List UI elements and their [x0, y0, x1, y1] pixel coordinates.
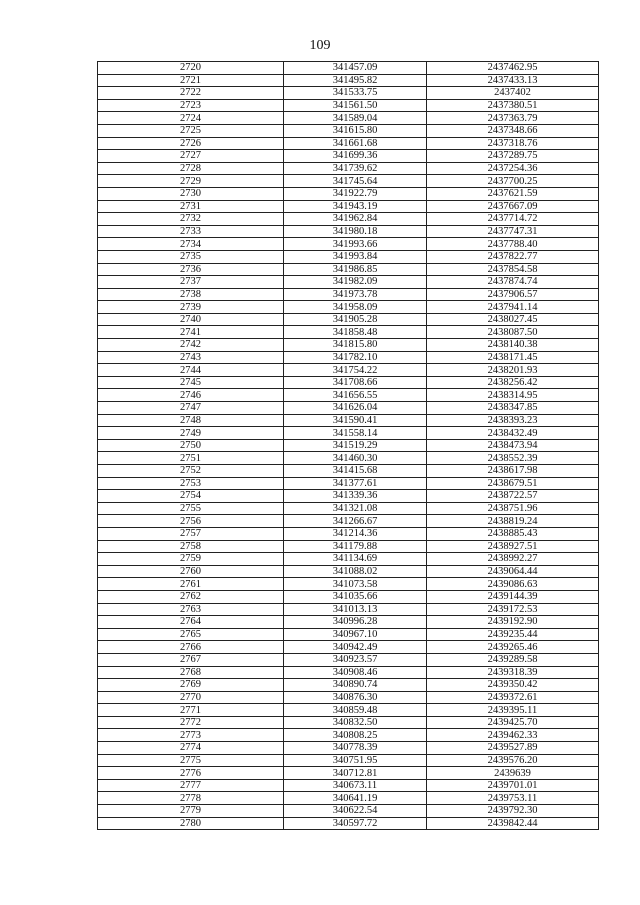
point-number-cell: 2753 [98, 477, 284, 490]
point-number-cell: 2741 [98, 326, 284, 339]
point-number-cell: 2756 [98, 515, 284, 528]
y-coordinate-cell: 2437621.59 [427, 187, 599, 200]
point-number-cell: 2723 [98, 99, 284, 112]
y-coordinate-cell: 2439527.89 [427, 742, 599, 755]
x-coordinate-cell: 341589.04 [284, 112, 427, 125]
x-coordinate-cell: 341982.09 [284, 276, 427, 289]
x-coordinate-cell: 340859.48 [284, 704, 427, 717]
x-coordinate-cell: 341708.66 [284, 376, 427, 389]
point-number-cell: 2732 [98, 213, 284, 226]
y-coordinate-cell: 2438473.94 [427, 439, 599, 452]
x-coordinate-cell: 341495.82 [284, 74, 427, 87]
y-coordinate-cell: 2437363.79 [427, 112, 599, 125]
table-row [98, 704, 599, 717]
table-row [98, 389, 599, 402]
table-row [98, 62, 599, 75]
x-coordinate-cell: 340597.72 [284, 817, 427, 830]
point-number-cell: 2724 [98, 112, 284, 125]
x-coordinate-cell: 341013.13 [284, 603, 427, 616]
point-number-cell: 2758 [98, 540, 284, 553]
x-coordinate-cell: 340996.28 [284, 616, 427, 629]
point-number-cell: 2757 [98, 527, 284, 540]
point-number-cell: 2752 [98, 465, 284, 478]
y-coordinate-cell: 2438885.43 [427, 527, 599, 540]
y-coordinate-cell: 2437462.95 [427, 62, 599, 75]
y-coordinate-cell: 2438992.27 [427, 553, 599, 566]
y-coordinate-cell: 2437854.58 [427, 263, 599, 276]
x-coordinate-cell: 341415.68 [284, 465, 427, 478]
table-row [98, 754, 599, 767]
table-row [98, 679, 599, 692]
point-number-cell: 2742 [98, 339, 284, 352]
coordinates-table [97, 61, 599, 830]
point-number-cell: 2776 [98, 767, 284, 780]
y-coordinate-cell: 2437822.77 [427, 250, 599, 263]
point-number-cell: 2744 [98, 364, 284, 377]
x-coordinate-cell: 340712.81 [284, 767, 427, 780]
x-coordinate-cell: 341266.67 [284, 515, 427, 528]
point-number-cell: 2746 [98, 389, 284, 402]
table-row [98, 326, 599, 339]
x-coordinate-cell: 341134.69 [284, 553, 427, 566]
y-coordinate-cell: 2437289.75 [427, 150, 599, 163]
table-row [98, 490, 599, 503]
y-coordinate-cell: 2437941.14 [427, 301, 599, 314]
x-coordinate-cell: 341661.68 [284, 137, 427, 150]
x-coordinate-cell: 341214.36 [284, 527, 427, 540]
table-row [98, 137, 599, 150]
point-number-cell: 2748 [98, 414, 284, 427]
x-coordinate-cell: 341986.85 [284, 263, 427, 276]
point-number-cell: 2743 [98, 351, 284, 364]
table-row [98, 402, 599, 415]
x-coordinate-cell: 341745.64 [284, 175, 427, 188]
point-number-cell: 2731 [98, 200, 284, 213]
y-coordinate-cell: 2439235.44 [427, 628, 599, 641]
table-row [98, 74, 599, 87]
x-coordinate-cell: 341179.88 [284, 540, 427, 553]
y-coordinate-cell: 2437667.09 [427, 200, 599, 213]
point-number-cell: 2745 [98, 376, 284, 389]
table-row [98, 616, 599, 629]
y-coordinate-cell: 2437348.66 [427, 124, 599, 137]
table-row [98, 515, 599, 528]
point-number-cell: 2736 [98, 263, 284, 276]
y-coordinate-cell: 2438140.38 [427, 339, 599, 352]
point-number-cell: 2777 [98, 779, 284, 792]
x-coordinate-cell: 341073.58 [284, 578, 427, 591]
page-number: 109 [309, 38, 331, 53]
point-number-cell: 2733 [98, 225, 284, 238]
x-coordinate-cell: 341858.48 [284, 326, 427, 339]
x-coordinate-cell: 341321.08 [284, 502, 427, 515]
point-number-cell: 2775 [98, 754, 284, 767]
table-row [98, 729, 599, 742]
y-coordinate-cell: 2437254.36 [427, 162, 599, 175]
y-coordinate-cell: 2439753.11 [427, 792, 599, 805]
y-coordinate-cell: 2439265.46 [427, 641, 599, 654]
point-number-cell: 2759 [98, 553, 284, 566]
point-number-cell: 2762 [98, 590, 284, 603]
y-coordinate-cell: 2439842.44 [427, 817, 599, 830]
point-number-cell: 2768 [98, 666, 284, 679]
y-coordinate-cell: 2438722.57 [427, 490, 599, 503]
y-coordinate-cell: 2439318.39 [427, 666, 599, 679]
x-coordinate-cell: 340890.74 [284, 679, 427, 692]
y-coordinate-cell: 2439192.90 [427, 616, 599, 629]
point-number-cell: 2735 [98, 250, 284, 263]
point-number-cell: 2750 [98, 439, 284, 452]
x-coordinate-cell: 341377.61 [284, 477, 427, 490]
y-coordinate-cell: 2437714.72 [427, 213, 599, 226]
x-coordinate-cell: 341656.55 [284, 389, 427, 402]
y-coordinate-cell: 2438432.49 [427, 427, 599, 440]
point-number-cell: 2772 [98, 716, 284, 729]
x-coordinate-cell: 341782.10 [284, 351, 427, 364]
y-coordinate-cell: 2438314.95 [427, 389, 599, 402]
y-coordinate-cell: 2438347.85 [427, 402, 599, 415]
point-number-cell: 2726 [98, 137, 284, 150]
y-coordinate-cell: 2437700.25 [427, 175, 599, 188]
y-coordinate-cell: 2439144.39 [427, 590, 599, 603]
y-coordinate-cell: 2439792.30 [427, 805, 599, 818]
table-row [98, 439, 599, 452]
table-row [98, 767, 599, 780]
x-coordinate-cell: 341962.84 [284, 213, 427, 226]
table-row [98, 527, 599, 540]
y-coordinate-cell: 2439064.44 [427, 565, 599, 578]
point-number-cell: 2740 [98, 313, 284, 326]
table-row [98, 187, 599, 200]
x-coordinate-cell: 341739.62 [284, 162, 427, 175]
y-coordinate-cell: 2438751.96 [427, 502, 599, 515]
table-row [98, 250, 599, 263]
point-number-cell: 2755 [98, 502, 284, 515]
y-coordinate-cell: 2439350.42 [427, 679, 599, 692]
table-row [98, 805, 599, 818]
y-coordinate-cell: 2438617.98 [427, 465, 599, 478]
x-coordinate-cell: 341980.18 [284, 225, 427, 238]
table-row [98, 175, 599, 188]
x-coordinate-cell: 341519.29 [284, 439, 427, 452]
table-row [98, 578, 599, 591]
point-number-cell: 2778 [98, 792, 284, 805]
x-coordinate-cell: 340641.19 [284, 792, 427, 805]
y-coordinate-cell: 2437318.76 [427, 137, 599, 150]
table-row [98, 553, 599, 566]
table-row [98, 263, 599, 276]
coordinates-table-body [98, 62, 599, 830]
y-coordinate-cell: 2439289.58 [427, 653, 599, 666]
y-coordinate-cell: 2438256.42 [427, 376, 599, 389]
table-row [98, 150, 599, 163]
table-row [98, 213, 599, 226]
y-coordinate-cell: 2439372.61 [427, 691, 599, 704]
x-coordinate-cell: 341905.28 [284, 313, 427, 326]
table-row [98, 351, 599, 364]
point-number-cell: 2764 [98, 616, 284, 629]
table-row [98, 364, 599, 377]
table-row [98, 225, 599, 238]
x-coordinate-cell: 340622.54 [284, 805, 427, 818]
point-number-cell: 2765 [98, 628, 284, 641]
table-row [98, 779, 599, 792]
point-number-cell: 2722 [98, 87, 284, 100]
point-number-cell: 2754 [98, 490, 284, 503]
x-coordinate-cell: 340908.46 [284, 666, 427, 679]
y-coordinate-cell: 2437402 [427, 87, 599, 100]
y-coordinate-cell: 2438552.39 [427, 452, 599, 465]
point-number-cell: 2766 [98, 641, 284, 654]
table-row [98, 112, 599, 125]
y-coordinate-cell: 2439425.70 [427, 716, 599, 729]
y-coordinate-cell: 2438393.23 [427, 414, 599, 427]
point-number-cell: 2779 [98, 805, 284, 818]
y-coordinate-cell: 2439701.01 [427, 779, 599, 792]
table-row [98, 653, 599, 666]
y-coordinate-cell: 2438679.51 [427, 477, 599, 490]
x-coordinate-cell: 340923.57 [284, 653, 427, 666]
x-coordinate-cell: 341590.41 [284, 414, 427, 427]
table-row [98, 590, 599, 603]
table-row [98, 666, 599, 679]
table-row [98, 301, 599, 314]
x-coordinate-cell: 341561.50 [284, 99, 427, 112]
y-coordinate-cell: 2438927.51 [427, 540, 599, 553]
point-number-cell: 2763 [98, 603, 284, 616]
point-number-cell: 2771 [98, 704, 284, 717]
table-row [98, 716, 599, 729]
x-coordinate-cell: 341457.09 [284, 62, 427, 75]
point-number-cell: 2727 [98, 150, 284, 163]
table-row [98, 465, 599, 478]
table-row [98, 339, 599, 352]
table-row [98, 99, 599, 112]
point-number-cell: 2769 [98, 679, 284, 692]
y-coordinate-cell: 2439172.53 [427, 603, 599, 616]
point-number-cell: 2773 [98, 729, 284, 742]
x-coordinate-cell: 341533.75 [284, 87, 427, 100]
point-number-cell: 2761 [98, 578, 284, 591]
table-row [98, 87, 599, 100]
point-number-cell: 2760 [98, 565, 284, 578]
table-row [98, 162, 599, 175]
y-coordinate-cell: 2437433.13 [427, 74, 599, 87]
point-number-cell: 2728 [98, 162, 284, 175]
x-coordinate-cell: 341973.78 [284, 288, 427, 301]
table-row [98, 742, 599, 755]
y-coordinate-cell: 2438087.50 [427, 326, 599, 339]
x-coordinate-cell: 340967.10 [284, 628, 427, 641]
x-coordinate-cell: 341615.80 [284, 124, 427, 137]
point-number-cell: 2721 [98, 74, 284, 87]
table-row [98, 313, 599, 326]
table-row [98, 452, 599, 465]
table-row [98, 603, 599, 616]
point-number-cell: 2738 [98, 288, 284, 301]
y-coordinate-cell: 2439462.33 [427, 729, 599, 742]
point-number-cell: 2729 [98, 175, 284, 188]
x-coordinate-cell: 341754.22 [284, 364, 427, 377]
x-coordinate-cell: 341035.66 [284, 590, 427, 603]
x-coordinate-cell: 340808.25 [284, 729, 427, 742]
point-number-cell: 2730 [98, 187, 284, 200]
point-number-cell: 2751 [98, 452, 284, 465]
y-coordinate-cell: 2439086.63 [427, 578, 599, 591]
x-coordinate-cell: 340778.39 [284, 742, 427, 755]
x-coordinate-cell: 341943.19 [284, 200, 427, 213]
y-coordinate-cell: 2439639 [427, 767, 599, 780]
y-coordinate-cell: 2439395.11 [427, 704, 599, 717]
x-coordinate-cell: 341993.66 [284, 238, 427, 251]
y-coordinate-cell: 2437874.74 [427, 276, 599, 289]
point-number-cell: 2734 [98, 238, 284, 251]
x-coordinate-cell: 340751.95 [284, 754, 427, 767]
x-coordinate-cell: 340832.50 [284, 716, 427, 729]
y-coordinate-cell: 2437380.51 [427, 99, 599, 112]
point-number-cell: 2747 [98, 402, 284, 415]
y-coordinate-cell: 2438819.24 [427, 515, 599, 528]
x-coordinate-cell: 341460.30 [284, 452, 427, 465]
x-coordinate-cell: 341339.36 [284, 490, 427, 503]
x-coordinate-cell: 341815.80 [284, 339, 427, 352]
y-coordinate-cell: 2438027.45 [427, 313, 599, 326]
y-coordinate-cell: 2437788.40 [427, 238, 599, 251]
x-coordinate-cell: 341993.84 [284, 250, 427, 263]
table-row [98, 792, 599, 805]
table-row [98, 124, 599, 137]
table-row [98, 691, 599, 704]
y-coordinate-cell: 2439576.20 [427, 754, 599, 767]
point-number-cell: 2774 [98, 742, 284, 755]
table-row [98, 427, 599, 440]
table-row [98, 414, 599, 427]
x-coordinate-cell: 341626.04 [284, 402, 427, 415]
point-number-cell: 2725 [98, 124, 284, 137]
table-row [98, 276, 599, 289]
y-coordinate-cell: 2437747.31 [427, 225, 599, 238]
table-row [98, 376, 599, 389]
point-number-cell: 2770 [98, 691, 284, 704]
table-row [98, 641, 599, 654]
x-coordinate-cell: 341958.09 [284, 301, 427, 314]
x-coordinate-cell: 340673.11 [284, 779, 427, 792]
table-row [98, 477, 599, 490]
table-row [98, 288, 599, 301]
point-number-cell: 2737 [98, 276, 284, 289]
x-coordinate-cell: 340942.49 [284, 641, 427, 654]
table-row [98, 200, 599, 213]
y-coordinate-cell: 2437906.57 [427, 288, 599, 301]
x-coordinate-cell: 341922.79 [284, 187, 427, 200]
table-row [98, 540, 599, 553]
x-coordinate-cell: 340876.30 [284, 691, 427, 704]
point-number-cell: 2739 [98, 301, 284, 314]
table-row [98, 238, 599, 251]
x-coordinate-cell: 341088.02 [284, 565, 427, 578]
table-row [98, 502, 599, 515]
point-number-cell: 2749 [98, 427, 284, 440]
point-number-cell: 2720 [98, 62, 284, 75]
point-number-cell: 2780 [98, 817, 284, 830]
table-row [98, 817, 599, 830]
y-coordinate-cell: 2438171.45 [427, 351, 599, 364]
x-coordinate-cell: 341558.14 [284, 427, 427, 440]
x-coordinate-cell: 341699.36 [284, 150, 427, 163]
point-number-cell: 2767 [98, 653, 284, 666]
y-coordinate-cell: 2438201.93 [427, 364, 599, 377]
table-row [98, 565, 599, 578]
table-row [98, 628, 599, 641]
